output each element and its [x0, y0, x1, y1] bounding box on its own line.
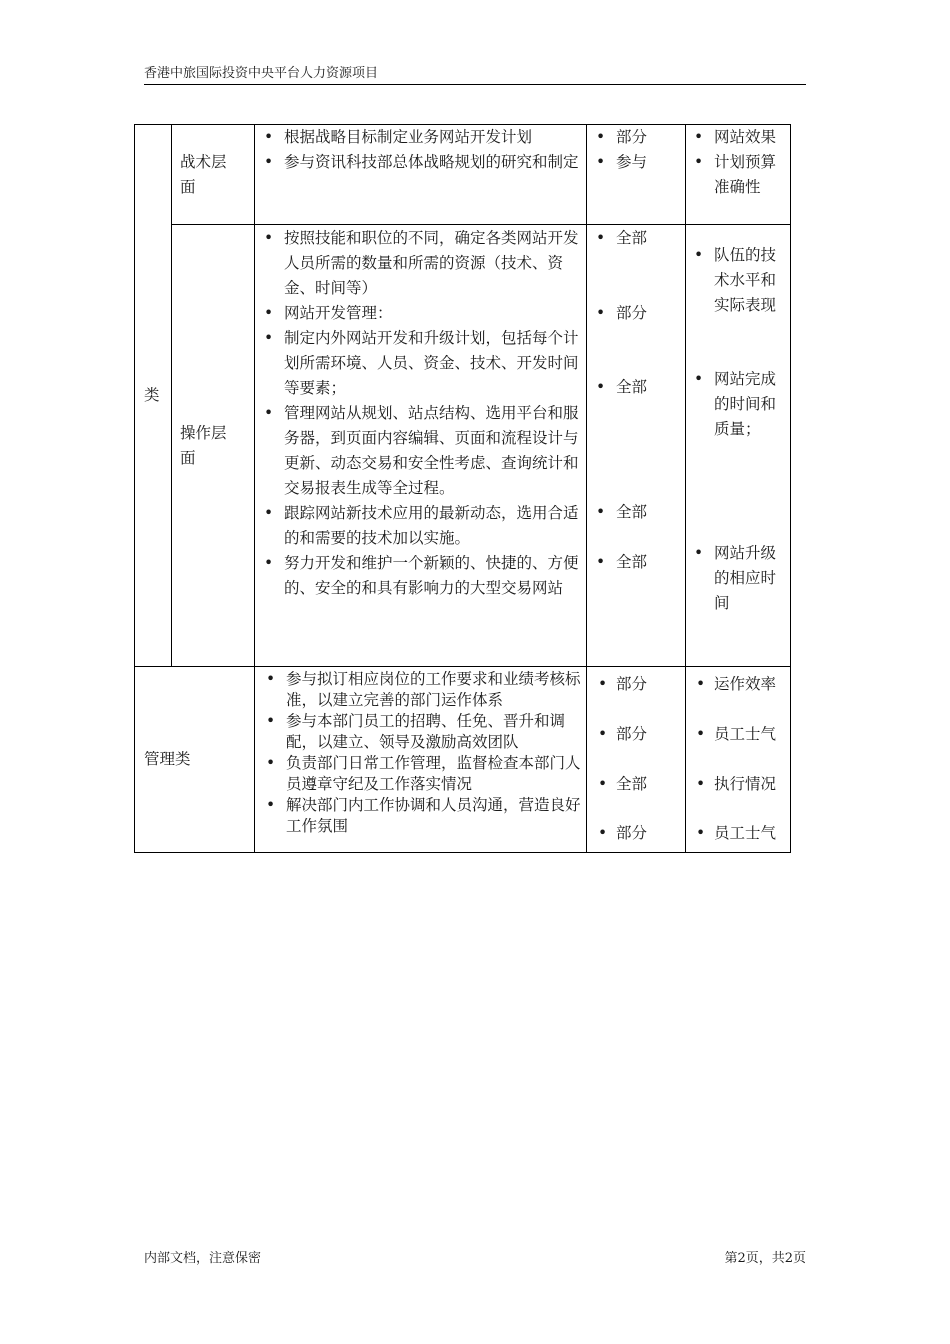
tactical-authority: [588, 125, 684, 175]
list-item: • 全部: [588, 500, 684, 525]
management-duties: [258, 669, 582, 837]
list-item: • 网站完成的时间和质量；: [686, 367, 786, 442]
management-kpi-4: [692, 821, 788, 846]
category-label: 类: [144, 386, 160, 404]
list-item: • 全部: [588, 550, 684, 575]
list-item: • 部分: [588, 125, 684, 150]
level-operational: 操作层面: [180, 424, 227, 467]
list-item: • 部分: [594, 821, 684, 846]
list-item: • 网站开发管理：: [256, 301, 582, 326]
footer-page-number: 第2页，共2页: [724, 1251, 806, 1266]
list-item: • 全部: [588, 226, 684, 251]
list-item: • 部分: [594, 672, 684, 697]
list-item: • 跟踪网站新技术应用的最新动态，选用合适的和需要的技术加以实施。: [256, 501, 582, 551]
operational-duties: [256, 226, 582, 601]
list-item: • 部分: [594, 722, 684, 747]
list-item: • 执行情况: [692, 772, 788, 797]
tactical-kpi: [686, 125, 788, 200]
footer-confidential: 内部文档，注意保密: [144, 1251, 262, 1266]
list-item: • 制定内外网站开发和升级计划，包括每个计划所需环境、人员、资金、技术、开发时间等要素；: [256, 326, 582, 401]
operational-authority-1: [588, 226, 684, 251]
list-item: • 部分: [588, 301, 684, 326]
list-item: • 努力开发和维护一个新颖的、快捷的、方便的、安全的和具有影响力的大型交易网站: [256, 551, 582, 601]
operational-authority-2: [588, 301, 684, 326]
list-item: • 按照技能和职位的不同，确定各类网站开发人员所需的数量和所需的资源（技术、资金、时间等）: [256, 226, 582, 301]
operational-authority-3: [588, 375, 684, 400]
list-item: • 参与拟订相应岗位的工作要求和业绩考核标准，以建立完善的部门运作体系: [258, 669, 582, 711]
management-authority-1: [594, 672, 684, 697]
operational-kpi-2: [686, 367, 786, 442]
list-item: • 根据战略目标制定业务网站开发计划: [256, 125, 582, 150]
management-authority-3: [594, 772, 684, 797]
category-management: 管理类: [144, 750, 191, 768]
list-item: • 负责部门日常工作管理，监督检查本部门人员遵章守纪及工作落实情况: [258, 753, 582, 795]
management-kpi-3: [692, 772, 788, 797]
list-item: • 全部: [594, 772, 684, 797]
list-item: • 运作效率: [692, 672, 788, 697]
management-authority-4: [594, 821, 684, 846]
list-item: • 计划预算准确性: [686, 150, 788, 200]
management-kpi-1: [692, 672, 788, 697]
list-item: • 网站升级的相应时间: [686, 541, 786, 616]
list-item: • 员工士气: [692, 821, 788, 846]
list-item: • 员工士气: [692, 722, 788, 747]
operational-authority-5: [588, 550, 684, 575]
operational-authority-4: [588, 500, 684, 525]
operational-kpi-3: [686, 541, 786, 616]
tactical-duties: [256, 125, 582, 175]
list-item: • 队伍的技术水平和实际表现: [686, 243, 786, 318]
list-item: • 参与: [588, 150, 684, 175]
management-authority-2: [594, 722, 684, 747]
list-item: • 解决部门内工作协调和人员沟通，营造良好工作氛围: [258, 795, 582, 837]
list-item: • 参与资讯科技部总体战略规划的研究和制定: [256, 150, 582, 175]
level-tactical: 战术层面: [180, 153, 227, 196]
list-item: • 参与本部门员工的招聘、任免、晋升和调配，以建立、领导及激励高效团队: [258, 711, 582, 753]
list-item: • 网站效果: [686, 125, 788, 150]
operational-kpi-1: [686, 243, 786, 318]
page-header: 香港中旅国际投资中央平台人力资源项目: [144, 66, 806, 85]
management-kpi-2: [692, 722, 788, 747]
list-item: • 全部: [588, 375, 684, 400]
list-item: • 管理网站从规划、站点结构、选用平台和服务器，到页面内容编辑、页面和流程设计与更新、动态交易和安全性考虑、查询统计和交易报表生成等全过程。: [256, 401, 582, 501]
